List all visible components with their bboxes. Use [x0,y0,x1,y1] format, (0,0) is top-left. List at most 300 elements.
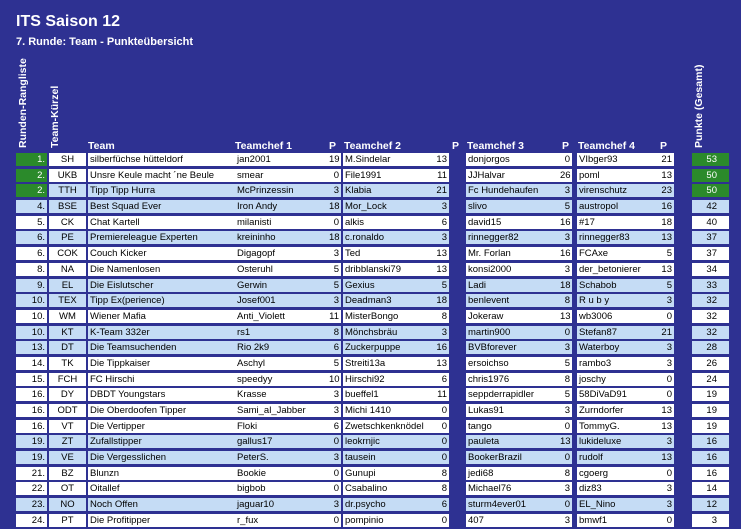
points-3-cell: 8 [558,467,572,480]
rank-cell: 16. [16,420,47,433]
teamchef-4-cell: wb3006 [577,310,657,323]
rank-cell: 19. [16,435,47,448]
total-points-cell: 19 [692,404,729,417]
teamchef-4-cell: rinnegger83 [577,231,657,244]
points-4-cell: 13 [657,451,674,464]
teamchef-1-cell: jaguar10 [235,498,330,511]
teamchef-3-cell: ersoichso [466,357,561,370]
teamchef-1-cell: gallus17 [235,435,330,448]
total-points-cell: 32 [692,294,729,307]
teamchef-1-cell: kreininho [235,231,330,244]
total-points-cell: 50 [692,169,729,182]
teamchef-1-cell: milanisti [235,216,330,229]
points-2-cell: 3 [433,200,449,213]
rank-cell: 16. [16,404,47,417]
points-1-cell: 5 [327,357,341,370]
teamchef-3-cell: Mr. Forlan [466,247,561,260]
team-name-cell: Unsre Keule macht ´ne Beule [88,169,245,182]
teamchef-2-cell: dr.psycho [343,498,441,511]
points-3-cell: 0 [558,451,572,464]
points-1-cell: 3 [327,451,341,464]
total-points-cell: 32 [692,326,729,339]
total-points-cell: 3 [692,514,729,527]
rank-cell: 16. [16,388,47,401]
points-2-cell: 8 [433,482,449,495]
points-3-cell: 3 [558,231,572,244]
points-3-cell: 5 [558,388,572,401]
teamchef-2-cell: Mönchsbräu [343,326,441,339]
total-points-cell: 33 [692,279,729,292]
teamchef-1-cell: bigbob [235,482,330,495]
points-3-cell: 8 [558,294,572,307]
teamchef-4-cell: rudolf [577,451,657,464]
points-2-cell: 13 [433,263,449,276]
team-name-cell: Tipp Tipp Hurra [88,184,245,197]
rank-cell: 21. [16,467,47,480]
header-teamchef-4: Teamchef 4 [578,140,635,152]
points-4-cell: 21 [657,153,674,166]
teamchef-2-cell: Klabia [343,184,441,197]
points-1-cell: 8 [327,326,341,339]
team-abbr-cell: UKB [49,169,86,182]
teamchef-1-cell: Sami_al_Jabber [235,404,330,417]
team-name-cell: Premiereleague Experten [88,231,245,244]
points-2-cell: 21 [433,184,449,197]
team-name-cell: Oitallef [88,482,245,495]
teamchef-4-cell: EL_Nino [577,498,657,511]
team-name-cell: DBDT Youngstars [88,388,245,401]
points-1-cell: 18 [329,201,340,213]
team-name-cell: Die Vertipper [88,420,245,433]
teamchef-4-cell: R u b y [577,294,657,307]
team-name-cell: Die Profitipper [88,514,245,527]
points-1-cell: 19 [329,154,340,165]
points-2-cell: 8 [433,310,449,323]
teamchef-4-cell: Stefan87 [577,326,657,339]
points-2-cell: 6 [433,498,449,511]
points-1-cell: 6 [327,341,341,354]
teamchef-1-cell: Josef001 [235,294,330,307]
header-rank: Runden-Rangliste [17,58,29,148]
team-name-cell: Best Squad Ever [88,200,245,213]
points-3-cell: 3 [558,404,572,417]
points-2-cell: 11 [433,169,449,182]
teamchef-1-cell: Krasse [235,388,330,401]
points-3-cell: 3 [558,482,572,495]
points-2-cell: 6 [433,216,449,229]
teamchef-3-cell: BookerBrazil [466,451,561,464]
team-name-cell: Die Teamsuchenden [88,341,245,354]
total-points-cell: 19 [692,420,729,433]
team-abbr-cell: FCH [49,373,86,386]
teamchef-2-cell: Gunupi [343,467,441,480]
total-points-cell: 37 [692,231,729,244]
rank-cell: 24. [16,514,47,527]
points-3-cell: 13 [560,310,571,322]
rank-cell: 14. [16,357,47,370]
team-name-cell: Noch Offen [88,498,245,511]
teamchef-2-cell: leokrnjic [343,435,441,448]
teamchef-3-cell: 407 [466,514,561,527]
header-teamchef-2: Teamchef 2 [344,140,401,152]
header-abbr: Team-Kürzel [49,85,61,148]
teamchef-1-cell: PeterS. [235,451,330,464]
teamchef-1-cell: McPrinzessin [235,184,330,197]
points-1-cell: 5 [327,279,341,292]
teamchef-1-cell: rs1 [235,326,330,339]
page-title: ITS Saison 12 [16,13,121,30]
points-3-cell: 3 [558,263,572,276]
rank-cell: 4. [16,200,47,213]
team-abbr-cell: BSE [49,200,86,213]
team-name-cell: Wiener Mafia [88,310,245,323]
points-4-cell: 3 [657,482,674,495]
team-abbr-cell: TK [49,357,86,370]
rank-cell: 9. [16,279,47,292]
teamchef-4-cell: 58DiVaD91 [577,388,657,401]
team-abbr-cell: VE [49,451,86,464]
teamchef-4-cell: der_betonierer [577,263,657,276]
rank-cell: 2. [16,184,47,197]
rank-cell: 19. [16,451,47,464]
points-1-cell: 3 [327,184,341,197]
header-points-3: P [562,140,570,152]
points-3-cell: 16 [560,248,571,260]
teamchef-2-cell: Gexius [343,279,441,292]
points-4-cell: 16 [657,200,674,213]
total-points-cell: 37 [692,247,729,260]
points-2-cell: 8 [433,467,449,480]
points-4-cell: 5 [657,247,674,260]
header-team: Team [88,140,115,152]
total-points-cell: 24 [692,373,729,386]
points-1-cell: 0 [327,482,341,495]
teamchef-2-cell: M.Sindelar [343,153,441,166]
points-2-cell: 0 [433,420,449,433]
points-2-cell: 0 [433,514,449,527]
rank-cell: 1. [16,153,47,166]
team-abbr-cell: COK [49,247,86,260]
teamchef-4-cell: Zurndorfer [577,404,657,417]
points-1-cell: 0 [327,467,341,480]
points-2-cell: 3 [433,326,449,339]
rank-cell: 2. [16,169,47,182]
points-4-cell: 13 [657,231,674,244]
teamchef-3-cell: Lukas91 [466,404,561,417]
teamchef-3-cell: seppderrapidler [466,388,561,401]
teamchef-1-cell: Digagopf [235,247,330,260]
points-3-cell: 13 [560,436,571,448]
points-2-cell: 13 [433,357,449,370]
page-subtitle: 7. Runde: Team - Punkteübersicht [16,36,194,48]
points-4-cell: 3 [657,435,674,448]
points-1-cell: 10 [329,373,340,385]
points-3-cell: 26 [560,169,571,181]
points-1-cell: 18 [329,232,340,244]
teamchef-3-cell: Ladi [466,279,561,292]
team-name-cell: K-Team 332er [88,326,245,339]
rank-cell: 5. [16,216,47,229]
teamchef-1-cell: Osteruhl [235,263,330,276]
teamchef-4-cell: Waterboy [577,341,657,354]
points-2-cell: 5 [433,279,449,292]
points-1-cell: 3 [327,498,341,511]
points-4-cell: 21 [657,326,674,339]
teamchef-2-cell: pompinio [343,514,441,527]
teamchef-3-cell: tango [466,420,561,433]
points-2-cell: 0 [433,435,449,448]
points-3-cell: 5 [558,200,572,213]
team-abbr-cell: ODT [49,404,86,417]
team-abbr-cell: KT [49,326,86,339]
team-name-cell: Die Tippkaiser [88,357,245,370]
teamchef-2-cell: Hirschi92 [343,373,441,386]
total-points-cell: 53 [692,153,729,166]
team-abbr-cell: TTH [49,184,86,197]
teamchef-2-cell: Streiti13a [343,357,441,370]
header-points-4: P [660,140,668,152]
rank-cell: 10. [16,310,47,323]
points-2-cell: 18 [433,294,449,307]
team-abbr-cell: NO [49,498,86,511]
teamchef-2-cell: Ted [343,247,441,260]
total-points-cell: 14 [692,482,729,495]
teamchef-2-cell: Zuckerpuppe [343,341,441,354]
points-3-cell: 0 [558,498,572,511]
teamchef-4-cell: rambo3 [577,357,657,370]
team-abbr-cell: WM [49,310,86,323]
header-teamchef-3: Teamchef 3 [467,140,524,152]
rank-cell: 6. [16,247,47,260]
points-1-cell: 11 [327,310,341,323]
points-3-cell: 8 [558,373,572,386]
rank-cell: 10. [16,326,47,339]
teamchef-4-cell: bmwf1 [577,514,657,527]
points-4-cell: 3 [657,341,674,354]
total-points-cell: 50 [692,184,729,197]
points-4-cell: 0 [657,514,674,527]
teamchef-3-cell: pauleta [466,435,561,448]
points-1-cell: 3 [327,294,341,307]
teamchef-2-cell: alkis [343,216,441,229]
points-2-cell: 0 [433,404,449,417]
teamchef-1-cell: Floki [235,420,330,433]
points-3-cell: 3 [558,514,572,527]
total-points-cell: 19 [692,388,729,401]
points-4-cell: 0 [657,467,674,480]
teamchef-3-cell: martin900 [466,326,561,339]
points-3-cell: 18 [560,279,571,291]
team-name-cell: Chat Kartell [88,216,245,229]
points-4-cell: 0 [657,373,674,386]
team-name-cell: silberfüchse hütteldorf [88,153,245,166]
total-points-cell: 40 [692,216,729,229]
points-4-cell: 13 [657,420,674,433]
total-points-cell: 12 [692,498,729,511]
team-name-cell: Couch Kicker [88,247,245,260]
teamchef-4-cell: diz83 [577,482,657,495]
teamchef-3-cell: david15 [466,216,561,229]
teamchef-3-cell: chris1976 [466,373,561,386]
total-points-cell: 42 [692,200,729,213]
rank-cell: 23. [16,498,47,511]
points-4-cell: 13 [657,169,674,182]
rank-cell: 8. [16,263,47,276]
points-2-cell: 11 [433,388,449,401]
points-4-cell: 0 [657,310,674,323]
team-name-cell: Tipp Ex(perience) [88,294,245,307]
points-2-cell: 3 [433,231,449,244]
total-points-cell: 32 [692,310,729,323]
teamchef-3-cell: sturm4ever01 [466,498,561,511]
points-1-cell: 3 [327,388,341,401]
team-abbr-cell: CK [49,216,86,229]
teamchef-3-cell: benlevent [466,294,561,307]
total-points-cell: 16 [692,435,729,448]
points-4-cell: 3 [657,357,674,370]
total-points-cell: 16 [692,451,729,464]
teamchef-2-cell: Michi 1410 [343,404,441,417]
teamchef-4-cell: VIbger93 [577,153,657,166]
team-abbr-cell: NA [49,263,86,276]
total-points-cell: 34 [692,263,729,276]
teamchef-4-cell: poml [577,169,657,182]
teamchef-1-cell: r_fux [235,514,330,527]
rank-cell: 15. [16,373,47,386]
points-3-cell: 16 [560,216,571,228]
rank-cell: 22. [16,482,47,495]
team-abbr-cell: TEX [49,294,86,307]
points-4-cell: 3 [657,294,674,307]
teamchef-3-cell: Michael76 [466,482,561,495]
team-abbr-cell: BZ [49,467,86,480]
rank-cell: 10. [16,294,47,307]
points-2-cell: 0 [433,451,449,464]
total-points-cell: 26 [692,357,729,370]
team-name-cell: Zufallstipper [88,435,245,448]
teamchef-4-cell: FCAxe [577,247,657,260]
team-name-cell: Die Namenlosen [88,263,245,276]
team-abbr-cell: OT [49,482,86,495]
points-3-cell: 5 [558,357,572,370]
points-4-cell: 23 [657,184,674,197]
points-3-cell: 0 [558,326,572,339]
team-abbr-cell: VT [49,420,86,433]
teamchef-2-cell: MisterBongo [343,310,441,323]
teamchef-4-cell: virenschutz [577,184,657,197]
teamchef-1-cell: Iron Andy [235,200,330,213]
team-abbr-cell: ZT [49,435,86,448]
points-1-cell: 0 [327,435,341,448]
teamchef-1-cell: Aschyl [235,357,330,370]
team-name-cell: Die Oberdoofen Tipper [88,404,245,417]
header-points-1: P [329,140,337,152]
teamchef-2-cell: Mor_Lock [343,200,441,213]
teamchef-2-cell: dribblanski79 [343,263,441,276]
points-3-cell: 0 [558,420,572,433]
teamchef-2-cell: tausein [343,451,441,464]
teamchef-1-cell: jan2001 [235,153,330,166]
points-1-cell: 6 [327,420,341,433]
points-1-cell: 0 [327,216,341,229]
header-total-points: Punkte (Gesamt) [693,64,705,148]
total-points-cell: 16 [692,467,729,480]
teamchef-2-cell: Csabalino [343,482,441,495]
team-name-cell: FC Hirschi [88,373,245,386]
header-points-2: P [452,140,460,152]
points-2-cell: 16 [433,341,449,354]
teamchef-2-cell: bueffel1 [343,388,441,401]
points-4-cell: 13 [657,263,674,276]
teamchef-2-cell: Zwetschkenknödel [343,420,441,433]
points-2-cell: 6 [433,373,449,386]
teamchef-2-cell: c.ronaldo [343,231,441,244]
points-2-cell: 13 [433,247,449,260]
teamchef-4-cell: lukideluxe [577,435,657,448]
team-abbr-cell: SH [49,153,86,166]
points-4-cell: 3 [657,498,674,511]
points-4-cell: 13 [657,404,674,417]
rank-cell: 6. [16,231,47,244]
points-1-cell: 0 [327,514,341,527]
teamchef-3-cell: JJHalvar [466,169,561,182]
team-abbr-cell: EL [49,279,86,292]
points-1-cell: 5 [327,263,341,276]
teamchef-4-cell: Schabob [577,279,657,292]
points-1-cell: 3 [327,247,341,260]
team-name-cell: Die Eislutscher [88,279,245,292]
teamchef-3-cell: jedi68 [466,467,561,480]
teamchef-1-cell: speedyy [235,373,330,386]
points-1-cell: 0 [327,169,341,182]
teamchef-4-cell: TommyG. [577,420,657,433]
teamchef-1-cell: Gerwin [235,279,330,292]
teamchef-4-cell: cgoerg [577,467,657,480]
teamchef-2-cell: Deadman3 [343,294,441,307]
points-3-cell: 3 [558,341,572,354]
total-points-cell: 28 [692,341,729,354]
teamchef-1-cell: Rio 2k9 [235,341,330,354]
team-name-cell: Die Vergesslichen [88,451,245,464]
teamchef-2-cell: File1991 [343,169,441,182]
teamchef-3-cell: BVBforever [466,341,561,354]
team-name-cell: Blunzn [88,467,245,480]
points-2-cell: 13 [433,153,449,166]
team-abbr-cell: DY [49,388,86,401]
teamchef-4-cell: austropol [577,200,657,213]
points-4-cell: 5 [657,279,674,292]
teamchef-1-cell: smear [235,169,330,182]
teamchef-3-cell: slivo [466,200,561,213]
teamchef-3-cell: Jokeraw [466,310,561,323]
points-4-cell: 18 [657,216,674,229]
teamchef-4-cell: joschy [577,373,657,386]
points-3-cell: 0 [558,153,572,166]
teamchef-1-cell: Bookie [235,467,330,480]
header-teamchef-1: Teamchef 1 [235,140,292,152]
points-3-cell: 3 [558,184,572,197]
team-abbr-cell: DT [49,341,86,354]
teamchef-3-cell: Fc Hundehaufen [466,184,561,197]
teamchef-3-cell: konsi2000 [466,263,561,276]
team-abbr-cell: PT [49,514,86,527]
teamchef-4-cell: #17 [577,216,657,229]
points-4-cell: 0 [657,388,674,401]
teamchef-1-cell: Anti_Violett [235,310,330,323]
teamchef-3-cell: rinnegger82 [466,231,561,244]
team-abbr-cell: PE [49,231,86,244]
rank-cell: 13. [16,341,47,354]
